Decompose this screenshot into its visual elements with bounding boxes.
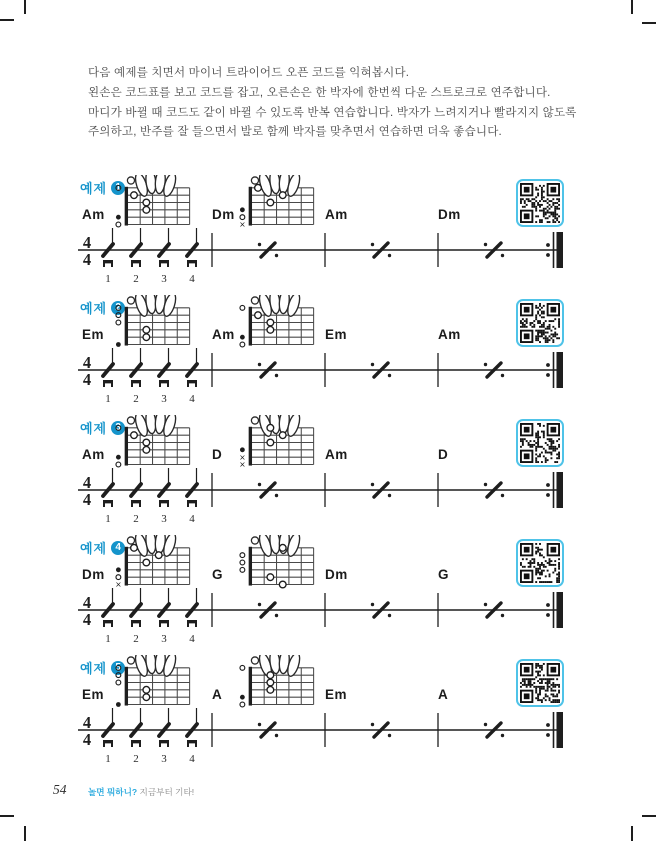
chord-diagram bbox=[234, 415, 322, 470]
svg-text:4: 4 bbox=[189, 633, 195, 645]
svg-text:4: 4 bbox=[82, 353, 92, 372]
qr-code bbox=[516, 299, 564, 347]
svg-text:4: 4 bbox=[82, 233, 92, 252]
svg-text:4: 4 bbox=[82, 473, 92, 492]
chord-name: Am bbox=[82, 207, 105, 222]
svg-text:2: 2 bbox=[133, 273, 139, 285]
chord-diagram bbox=[234, 535, 322, 590]
svg-text:4: 4 bbox=[189, 513, 195, 525]
chord-name: Dm bbox=[212, 207, 235, 222]
example-number-badge: 5 bbox=[111, 661, 125, 675]
chord-name: A bbox=[438, 687, 449, 702]
example-label: 예제 bbox=[80, 661, 108, 676]
chord-diagram bbox=[110, 535, 198, 590]
crop-mark bbox=[0, 815, 14, 817]
svg-text:3: 3 bbox=[161, 273, 167, 285]
page-number: 54 bbox=[53, 782, 67, 797]
crop-mark bbox=[24, 0, 26, 14]
svg-text:2: 2 bbox=[133, 393, 139, 405]
example-block bbox=[0, 178, 656, 298]
rhythm-staff bbox=[36, 348, 576, 406]
example-number-badge: 1 bbox=[111, 181, 125, 195]
chord-diagram bbox=[234, 295, 322, 350]
series-title-main: 놀면 뭐하니? bbox=[88, 787, 138, 797]
example-number-badge: 2 bbox=[111, 301, 125, 315]
chord-diagram bbox=[110, 415, 198, 470]
example-number-badge: 4 bbox=[111, 541, 125, 555]
rhythm-staff bbox=[36, 468, 576, 526]
crop-mark bbox=[24, 826, 26, 841]
rhythm-staff bbox=[36, 228, 576, 286]
svg-text:3: 3 bbox=[161, 513, 167, 525]
svg-text:3: 3 bbox=[161, 753, 167, 765]
svg-text:4: 4 bbox=[189, 753, 195, 765]
chord-diagram bbox=[234, 655, 322, 710]
chord-name: A bbox=[212, 687, 223, 702]
chord-name: Em bbox=[325, 327, 348, 342]
svg-text:×: × bbox=[239, 452, 246, 462]
crop-mark bbox=[0, 19, 14, 21]
chord-name: D bbox=[212, 447, 223, 462]
chord-name: Am bbox=[325, 447, 348, 462]
page-footer bbox=[0, 782, 656, 802]
intro-line: 왼손은 코드표를 보고 코드를 잡고, 오른손은 한 박자에 한번씩 다운 스트로크로 연주합니다. bbox=[88, 86, 551, 99]
svg-text:3: 3 bbox=[161, 393, 167, 405]
chord-name: Dm bbox=[82, 567, 105, 582]
intro-paragraph bbox=[88, 64, 593, 143]
svg-text:1: 1 bbox=[105, 513, 111, 525]
chord-diagram bbox=[234, 175, 322, 230]
chord-name: Am bbox=[325, 207, 348, 222]
crop-mark bbox=[642, 22, 656, 24]
chord-name: Dm bbox=[325, 567, 348, 582]
chord-name: Am bbox=[82, 447, 105, 462]
series-title bbox=[88, 786, 194, 798]
svg-text:4: 4 bbox=[82, 490, 92, 509]
example-label: 예제 bbox=[80, 421, 108, 436]
svg-text:×: × bbox=[239, 460, 246, 470]
qr-code bbox=[516, 539, 564, 587]
series-title-sub: 지금부터 기타! bbox=[139, 787, 195, 797]
example-label: 예제 bbox=[80, 301, 108, 316]
svg-text:4: 4 bbox=[82, 593, 92, 612]
svg-text:4: 4 bbox=[82, 250, 92, 269]
svg-text:4: 4 bbox=[189, 393, 195, 405]
svg-text:3: 3 bbox=[161, 633, 167, 645]
qr-code bbox=[516, 179, 564, 227]
chord-name: G bbox=[212, 567, 224, 582]
example-label: 예제 bbox=[80, 541, 108, 556]
chord-name: Em bbox=[325, 687, 348, 702]
chord-name: D bbox=[438, 447, 449, 462]
example-block bbox=[0, 658, 656, 778]
svg-text:2: 2 bbox=[133, 513, 139, 525]
chord-name: Em bbox=[82, 687, 105, 702]
chord-diagram bbox=[110, 295, 198, 350]
chord-diagram bbox=[110, 655, 198, 710]
svg-text:2: 2 bbox=[133, 633, 139, 645]
svg-text:4: 4 bbox=[82, 370, 92, 389]
qr-code bbox=[516, 659, 564, 707]
intro-line: 주의하고, 반주를 잘 들으면서 발로 함께 박자를 맞추면서 연습하면 더욱 좋습니다. bbox=[88, 126, 502, 139]
svg-text:×: × bbox=[239, 220, 246, 230]
qr-code bbox=[516, 419, 564, 467]
chord-name: Am bbox=[438, 327, 461, 342]
crop-mark bbox=[631, 0, 633, 14]
example-block bbox=[0, 418, 656, 538]
intro-line: 마디가 바뀔 때 코드도 같이 바뀔 수 있도록 반복 연습합니다. 박자가 느려지거나 빨라지지 않도록 bbox=[88, 106, 577, 119]
rhythm-staff bbox=[36, 588, 576, 646]
svg-text:1: 1 bbox=[105, 393, 111, 405]
crop-mark bbox=[642, 815, 656, 817]
example-label: 예제 bbox=[80, 181, 108, 196]
crop-mark bbox=[631, 826, 633, 841]
example-block bbox=[0, 298, 656, 418]
svg-text:1: 1 bbox=[105, 753, 111, 765]
svg-text:4: 4 bbox=[82, 610, 92, 629]
chord-name: Am bbox=[212, 327, 235, 342]
rhythm-staff bbox=[36, 708, 576, 766]
example-number-badge: 3 bbox=[111, 421, 125, 435]
svg-text:×: × bbox=[115, 580, 122, 590]
chord-name: G bbox=[438, 567, 450, 582]
chord-name: Em bbox=[82, 327, 105, 342]
svg-text:2: 2 bbox=[133, 753, 139, 765]
svg-text:4: 4 bbox=[189, 273, 195, 285]
chord-diagram bbox=[110, 175, 198, 230]
svg-text:4: 4 bbox=[82, 730, 92, 749]
chord-name: Dm bbox=[438, 207, 461, 222]
example-block bbox=[0, 538, 656, 658]
svg-text:1: 1 bbox=[105, 633, 111, 645]
svg-text:4: 4 bbox=[82, 713, 92, 732]
svg-text:1: 1 bbox=[105, 273, 111, 285]
intro-line: 다음 예제를 치면서 마이너 트라이어드 오픈 코드를 익혀봅시다. bbox=[88, 67, 410, 79]
